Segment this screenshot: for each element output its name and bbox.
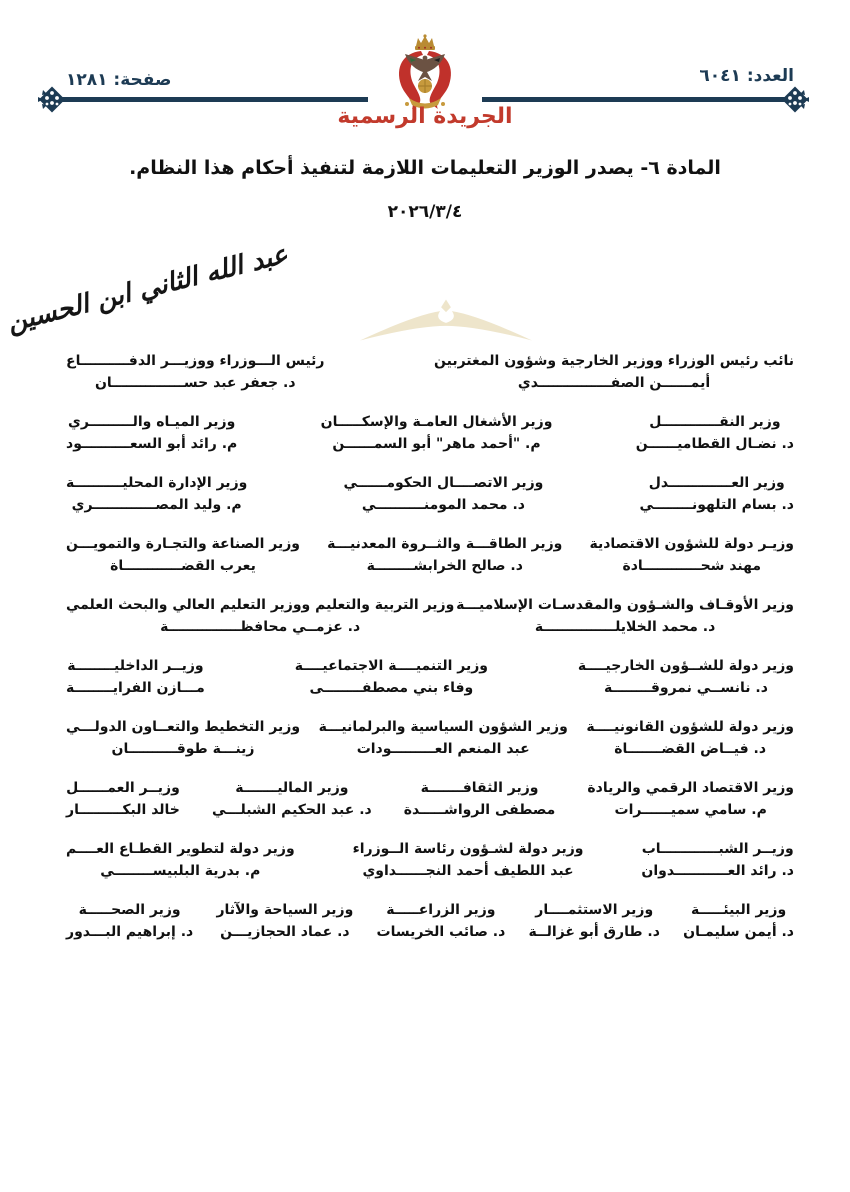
minister-name: م. وليد المصـــــــــــــري (71, 497, 242, 513)
minister-entry (66, 899, 193, 943)
minister-title: وزير دولة لشـؤون رئاسة الــوزراء (352, 841, 584, 857)
minister-name: د. نضـال القطاميــــــن (635, 436, 794, 452)
ministers-row (66, 777, 794, 821)
minister-entry (377, 899, 506, 943)
minister-name: د. بسام التلهونــــــــي (639, 497, 794, 513)
minister-title: رئيس الـــوزراء ووزيـــر الدفــــــــــاع (66, 353, 325, 369)
ministers-row (66, 350, 794, 394)
minister-name: د. صائب الخريسات (376, 924, 506, 940)
header-rule-left (56, 97, 368, 102)
minister-entry (456, 594, 794, 638)
watermark-ornament-icon (358, 295, 534, 343)
minister-entry (66, 350, 324, 394)
minister-name: يعرب القضــــــــــــاة (110, 558, 256, 574)
minister-entry (66, 716, 300, 760)
minister-name: عبد اللطيف أحمد النجــــــداوي (362, 863, 574, 879)
minister-entry (319, 716, 568, 760)
minister-entry (66, 594, 454, 638)
ministers-row (66, 655, 794, 699)
minister-title: وزير الثقافـــــــة (420, 780, 539, 796)
minister-name: د. عماد الحجازيـــن (220, 924, 350, 940)
ministers-row (66, 716, 794, 760)
minister-name: م. سامي سميــــــرات (614, 802, 767, 818)
minister-name: عبد المنعم العـــــــــودات (356, 741, 530, 757)
minister-name: وفاء بني مصطفــــــــى (309, 680, 474, 696)
minister-name: زينـــة طوقــــــــــان (111, 741, 255, 757)
minister-title: وزير السياحة والآثار (216, 902, 354, 918)
minister-title: وزير الأوقـاف والشـؤون والمقدسـات الإسلاميـــة (456, 597, 794, 613)
ministers-row (66, 838, 794, 882)
ministers-row (66, 411, 794, 455)
minister-name: د. فيــاض القضـــــــاة (614, 741, 767, 757)
page-number-label: صفحة: ١٢٨١ (66, 70, 172, 90)
minister-title: وزيــر الداخليــــــــة (67, 658, 204, 674)
minister-title: وزير التنميــــة الاجتماعيــــة (294, 658, 489, 674)
minister-name: د. أيمن سليمـان (683, 924, 794, 940)
minister-title: وزير النقــــــــــــل (649, 414, 781, 430)
minister-title: وزير الشؤون السياسية والبرلمانيـــة (318, 719, 568, 735)
ministers-row (66, 472, 794, 516)
minister-name: د. جعفر عبد حســـــــــــــــان (94, 375, 296, 391)
minister-name: د. إبراهيم البـــدور (66, 924, 194, 940)
article-text: المادة ٦- يصدر الوزير التعليمات اللازمة لتنفيذ أحكام هذا النظام. (129, 157, 721, 179)
minister-title: وزير الإدارة المحليــــــــــة (66, 475, 248, 491)
minister-title: وزير الصحـــــة (78, 902, 181, 918)
minister-name: د. محمد المومنــــــــــي (361, 497, 525, 513)
minister-title: وزير التخطيط والتعــاون الدولـــي (66, 719, 301, 735)
ministers-row (66, 594, 794, 638)
minister-entry (683, 899, 794, 943)
minister-name: م. رائد أبو السعــــــــــود (66, 436, 238, 452)
minister-entry (589, 533, 794, 577)
minister-entry (212, 777, 372, 821)
minister-entry (529, 899, 660, 943)
minister-title: وزير الزراعـــــة (386, 902, 496, 918)
minister-title: وزير الماليـــــــة (235, 780, 349, 796)
minister-title: وزيــر العمــــــل (66, 780, 180, 796)
minister-title: وزير الاستثمــــار (535, 902, 654, 918)
minister-entry (321, 411, 553, 455)
minister-entry (641, 838, 794, 882)
minister-title: وزير الصناعة والتجـارة والتمويـــن (66, 536, 301, 552)
minister-entry (66, 472, 247, 516)
decree-date: ٢٠٢٦/٣/٤ (387, 202, 463, 222)
royal-signature: عبد الله الثاني ابن الحسين (4, 239, 291, 339)
minister-entry (578, 655, 794, 699)
minister-name: د. رائد العـــــــــــدوان (641, 863, 794, 879)
minister-title: نائب رئيس الوزراء ووزير الخارجية وشؤون المغتربين (434, 353, 794, 369)
minister-entry (66, 533, 300, 577)
minister-name: د. عبد الحكيم الشبلـــي (211, 802, 372, 818)
minister-entry (404, 777, 556, 821)
minister-title: وزير دولة للشؤون القانونيــــة (586, 719, 794, 735)
minister-title: وزير الطاقـــة والثــروة المعدنيـــة (327, 536, 563, 552)
minister-entry (353, 838, 584, 882)
minister-name: د. طارق أبو غزالــة (528, 924, 660, 940)
header-rule-right (482, 97, 790, 102)
minister-title: وزير دولة لتطوير القطـاع العــــم (66, 841, 295, 857)
minister-title: وزيــر الشبــــــــــــاب (641, 841, 794, 857)
minister-name: أيمــــــن الصفـــــــــــــــدي (517, 375, 711, 391)
minister-name: م. بدرية البلبيســــــــي (100, 863, 261, 879)
minister-name: مصطفى الرواشـــــدة (403, 802, 556, 818)
minister-entry (587, 777, 794, 821)
minister-name: خالد البكـــــــــار (66, 802, 180, 818)
minister-title: وزير البيئـــــة (690, 902, 787, 918)
minister-title: وزيـر دولة للشؤون الاقتصادية (589, 536, 794, 552)
minister-title: وزير دولة للشــؤون الخارجيــــة (577, 658, 794, 674)
minister-name: د. صالح الخرابشــــــــة (366, 558, 523, 574)
minister-entry (66, 411, 237, 455)
minister-title: وزير الأشغال العامـة والإسكـــــان (320, 414, 553, 430)
issue-number-label: العدد: ٦٠٤١ (699, 66, 794, 86)
minister-entry (586, 716, 794, 760)
gazette-title: الجريدة الرسمية (337, 104, 513, 129)
minister-name: مهند شحــــــــــــادة (622, 558, 762, 574)
minister-entry (66, 838, 295, 882)
minister-name: د. عزمــي محافظـــــــــــــــة (160, 619, 361, 635)
ministers-grid (66, 350, 794, 960)
minister-entry (327, 533, 562, 577)
minister-entry (343, 472, 543, 516)
minister-title: وزير الميـاه والـــــــــري (67, 414, 236, 430)
ministers-row (66, 899, 794, 943)
minister-entry (434, 350, 794, 394)
minister-name: مـــازن الفرايــــــــة (66, 680, 205, 696)
minister-entry (295, 655, 488, 699)
minister-name: د. نانســي نمروقــــــــة (603, 680, 768, 696)
minister-name: د. محمد الخلايلـــــــــــــــة (534, 619, 716, 635)
minister-title: وزير العـــــــــــــدل (648, 475, 785, 491)
minister-title: وزير الاتصــــال الحكومــــــي (343, 475, 544, 491)
minister-entry (636, 411, 794, 455)
minister-entry (66, 777, 180, 821)
ministers-row (66, 533, 794, 577)
minister-entry (640, 472, 794, 516)
minister-entry (66, 655, 205, 699)
minister-entry (216, 899, 353, 943)
minister-title: وزير التربية والتعليم ووزير التعليم العالي والبحث العلمي (66, 597, 455, 613)
minister-title: وزير الاقتصاد الرقمي والريادة (587, 780, 794, 796)
minister-name: م. "أحمد ماهر" أبو السمــــــن (332, 436, 541, 452)
